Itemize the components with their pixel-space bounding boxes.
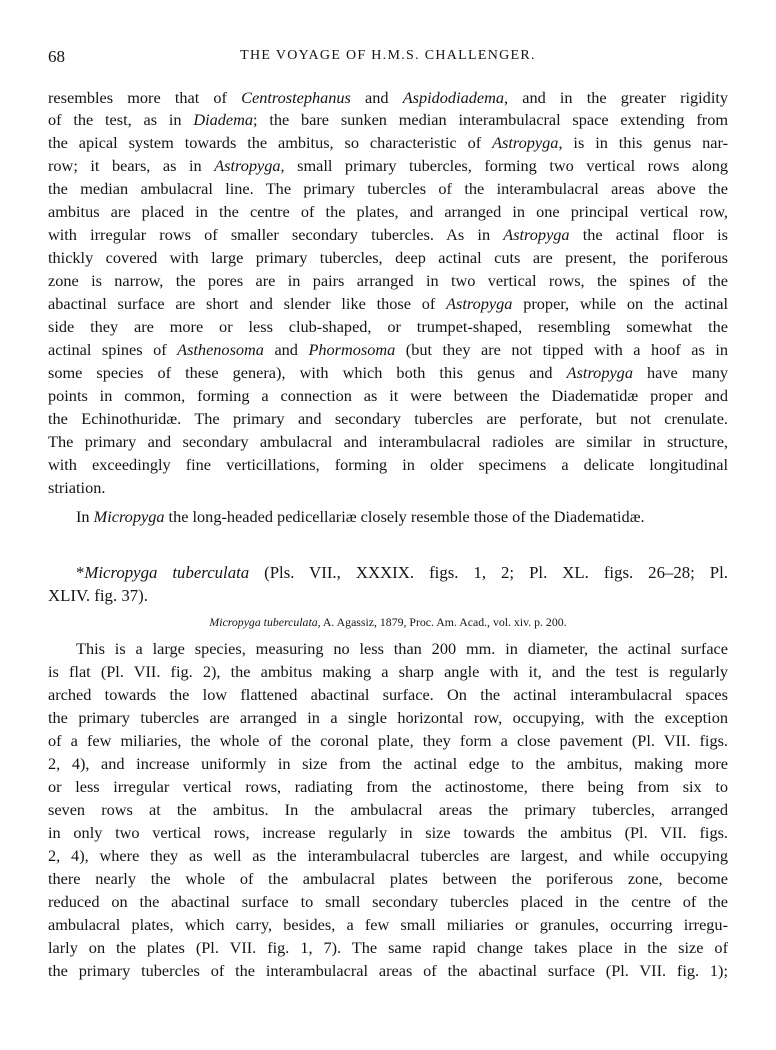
text-line: 2, 4), and increase uniformly in size from the actinal edge to the ambitus, making more [48, 754, 728, 773]
text-line: with exceedingly fine verticillations, forming in older specimens a delicate longitudinal [48, 455, 728, 474]
text-line: with irregular rows of smaller secondary tubercles. As in Astropyga the actinal floor is [48, 225, 728, 244]
page-header [48, 47, 728, 71]
text-line: row; it bears, as in Astropyga, small primary tubercles, forming two vertical rows along [48, 156, 729, 175]
text-line: actinal spines of Asthenosoma and Phormosoma (but they are not tipped with a hoof as in [48, 340, 729, 359]
running-head: THE VOYAGE OF H.M.S. CHALLENGER. [240, 48, 536, 63]
text-line: or less irregular vertical rows, radiating from the actinostome, there being from six to [48, 777, 728, 796]
text-line: abactinal surface are short and slender like those of Astropyga proper, while on the actinal [48, 294, 728, 313]
text-line: the median ambulacral line. The primary tubercles of the interambulacral areas above the [48, 179, 728, 198]
text-line: striation. [48, 478, 106, 497]
species-heading-line-1: *Micropyga tuberculata (Pls. VII., XXXIX. figs. 1, 2; Pl. XL. figs. 26–28; Pl. [76, 563, 728, 582]
text-line: thickly covered with large primary tubercles, deep actinal cuts are present, the poriferous [48, 248, 728, 267]
text-line: the primary tubercles are arranged in a single horizontal row, occupying, with the exception [48, 708, 728, 727]
text-line: of a few miliaries, the whole of the coronal plate, they form a close pavement (Pl. VII. figs. [48, 731, 728, 750]
text-line: the Echinothuridæ. The primary and secondary tubercles are perforate, but not crenulate. [48, 409, 728, 428]
text-line: of the test, as in Diadema; the bare sunken median interambulacral space extending from [48, 110, 728, 129]
text-line: 2, 4), where they as well as the interambulacral tubercles are largest, and while occupying [48, 846, 728, 865]
text-line: arched towards the low flattened abactinal surface. On the actinal interambulacral spaces [48, 685, 728, 704]
text-line: the primary tubercles of the interambulacral areas of the abactinal surface (Pl. VII. fig. 1); [48, 961, 728, 980]
text-line: seven rows at the ambitus. In the ambulacral areas the primary tubercles, arranged [48, 800, 728, 819]
text-line: is flat (Pl. VII. fig. 2), the ambitus making a sharp angle with it, and the test is regularly [48, 662, 728, 681]
text-line: ambulacral plates, which carry, besides, a few small miliaries or granules, occurring irregu- [48, 915, 728, 934]
text-line: This is a large species, measuring no less than 200 mm. in diameter, the actinal surface [76, 639, 728, 658]
text-line: side they are more or less club-shaped, or trumpet-shaped, resembling somewhat the [48, 317, 728, 336]
text-line: resembles more that of Centrostephanus and Aspidodiadema, and in the greater rigidity [48, 88, 729, 107]
text-line: zone is narrow, the pores are in pairs arranged in two vertical rows, the spines of the [48, 271, 728, 290]
text-line: points in common, forming a connection as it were between the Diadematidæ proper and [48, 386, 728, 405]
paragraph-2: In Micropyga the long-headed pedicellariæ closely resemble those of the Diadematidæ. [76, 507, 645, 526]
text-line: ambitus are placed in the centre of the plates, and arranged in one principal vertical row, [48, 202, 728, 221]
text-line: the apical system towards the ambitus, so characteristic of Astropyga, is in this genus nar- [48, 133, 728, 152]
text-line: larly on the plates (Pl. VII. fig. 1, 7). The same rapid change takes place in the size of [48, 938, 728, 957]
text-line: reduced on the abactinal surface to small secondary tubercles placed in the centre of the [48, 892, 728, 911]
species-citation: Micropyga tuberculata, A. Agassiz, 1879, Proc. Am. Acad., vol. xiv. p. 200. [209, 615, 567, 629]
text-line: some species of these genera), with which both this genus and Astropyga have many [48, 363, 728, 382]
text-line: in only two vertical rows, increase regularly in size towards the ambitus (Pl. VII. figs. [48, 823, 728, 842]
page-number: 68 [48, 47, 65, 66]
text-line: there nearly the whole of the ambulacral plates between the poriferous zone, become [48, 869, 728, 888]
text-line: The primary and secondary ambulacral and interambulacral radioles are similar in structure, [48, 432, 728, 451]
species-heading-line-2: XLIV. fig. 37). [48, 586, 148, 605]
